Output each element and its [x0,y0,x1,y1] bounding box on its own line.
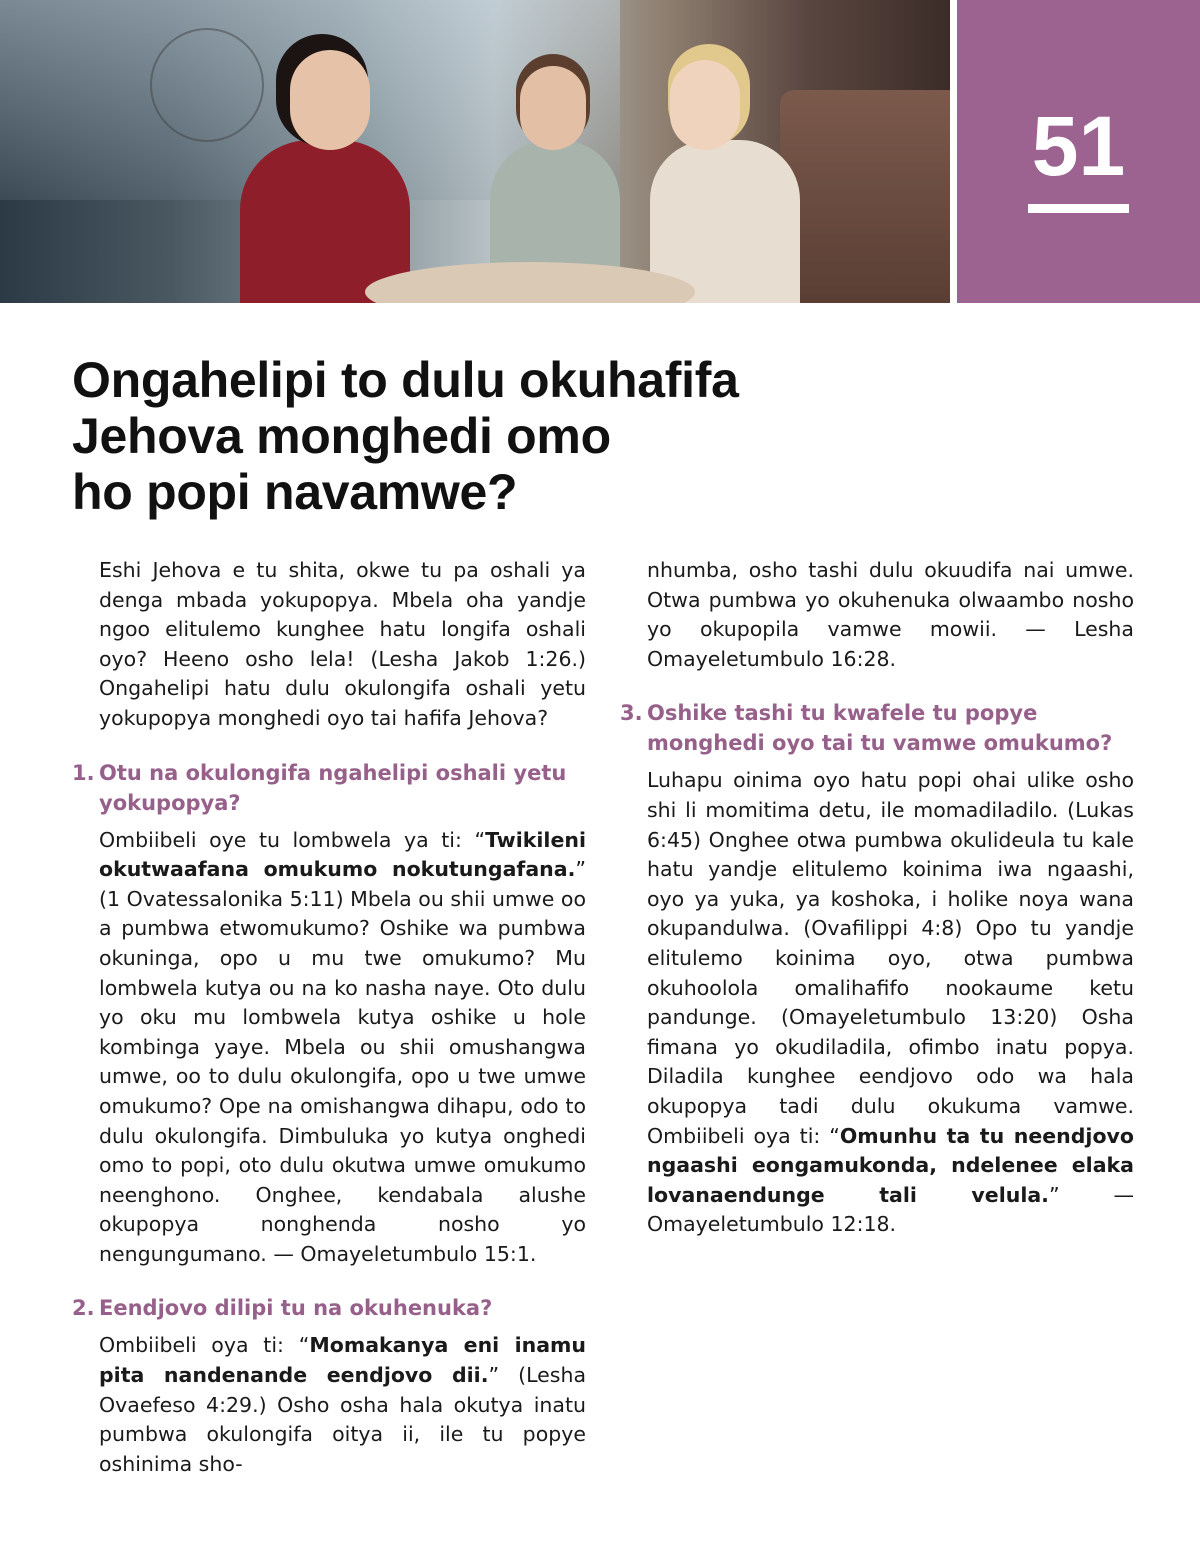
section-heading [72,1293,612,1323]
section-number: 3. [620,701,643,726]
section-question: Eendjovo dilipi tu na okuhenuka? [99,1296,493,1321]
section-number: 1. [72,760,95,785]
section-heading [620,698,1160,758]
title-line: ho popi navamwe? [72,464,518,520]
section-paragraph [647,766,1134,1240]
woman-green-blouse [490,140,620,280]
cafe-conversation-photo [0,0,950,303]
scripture-quote: Twikileni okutwaafana omukumo nokutungafana. [99,827,586,882]
woman-beige-cardigan-head [670,60,740,150]
cafe-table [365,262,695,303]
right-column [620,556,1160,1240]
bench [780,90,950,303]
intro-paragraph: Eshi Jehova e tu shita, okwe tu pa oshali ya denga mbada yokupopya. Mbela oha yandje ngoo elitulemo kunghee hatu longifa oshali oyo? Heeno osho lela! (Lesha Jakob 1:26.) Ongahelipi hatu dulu okulongifa oshali yetu yokupopya monghedi oyo tai hafifa Jehova? [99,558,586,730]
section-question: Otu na okulongifa ngahelipi oshali yetu yokupopya? [99,760,567,815]
section-question: Oshike tashi tu kwafele tu popye monghedi oyo tai tu vamwe omukumo? [647,701,1113,756]
title-line: Jehova monghedi omo [72,408,611,464]
lesson-number-badge [957,0,1200,303]
page-title [72,352,832,520]
text: ” (1 Ovatessalonika 5:11) Mbela ou shii umwe oo a pumbwa etwomukumo? Oshike wa pumbwa okuninga, opo u mu twe omukumo? Mu lombwela kutya ou na ko nasha naye. Oto dulu yo oku mu lombwela kutya oshike u hole kombinga yaye. Mbela ou shii omushangwa umwe, oo to dulu okulongifa, opo u twe umwe omukumo? Ope na omishangwa dihapu, odo to dulu okulongifa. Dimbuluka yo kutya onghedi omo to popi, oto dulu okutwa umwe omukumo neenghono. Onghee, kendabala alushe okupopya nonghenda nosho yo nengungumano. — Omayeletumbulo 15:1. [99,857,586,1266]
section-paragraph [99,1331,586,1479]
section-paragraph [99,826,586,1270]
scripture-quote: Momakanya eni inamu pita nandenande eendjovo dii. [99,1333,586,1388]
lesson-number-underline [1028,204,1129,213]
title-line: Ongahelipi to dulu okuhafifa [72,352,739,408]
section-number: 2. [72,1296,95,1321]
text: Ombiibeli oya ti: “ [99,1333,310,1358]
text: Ombiibeli oye tu lombwela ya ti: “ [99,827,486,852]
text: ” — Omayeletumbulo 12:18. [647,1182,1135,1237]
section-paragraph-continuation: nhumba, osho tashi dulu okuudifa nai umwe. Otwa pumbwa yo okuhenuka olwaambo nosho yo okupopila vamwe mowii. — Lesha Omayeletumbulo 16:28. [647,558,1134,671]
woman-red-sweater-head [290,50,370,150]
text: Luhapu oinima oyo hatu popi ohai ulike osho shi li momitima detu, ile momadiladilo. (Lukas 6:45) Onghee otwa pumbwa okulideula tu kale hatu yandje elitulemo koinima iwa ngaashi, oyo ya yuka, ya koshoka, i holike noya wana okupandulwa. (Ovafilippi 4:8) Opo tu yandje elitulemo koinima oyo, otwa pumbwa okuhoolola omalihafifo nookaume ketu pandunge. (Omayeletumbulo 13:20) Osha fimana yo okudiladila, ofimbo inatu popya. Diladila kunghee eendjovo odo wa hala okupopya tadi dulu okukuma vamwe. Ombiibeli oya ti: “ [647,768,1134,1148]
cafe-sign [150,28,264,142]
woman-green-blouse-head [520,66,586,150]
section-heading [72,758,612,818]
lesson-number: 51 [1031,99,1126,193]
left-column [72,556,612,1479]
scripture-quote: Omunhu ta tu neendjovo ngaashi eongamukonda, ndelenee elaka lovanaendunge tali velula. [647,1123,1134,1207]
text: ” (Lesha Ovaefeso 4:29.) Osho osha hala okutya inatu pumbwa okulongifa oitya ii, ile tu popye oshinima sho- [99,1363,587,1476]
